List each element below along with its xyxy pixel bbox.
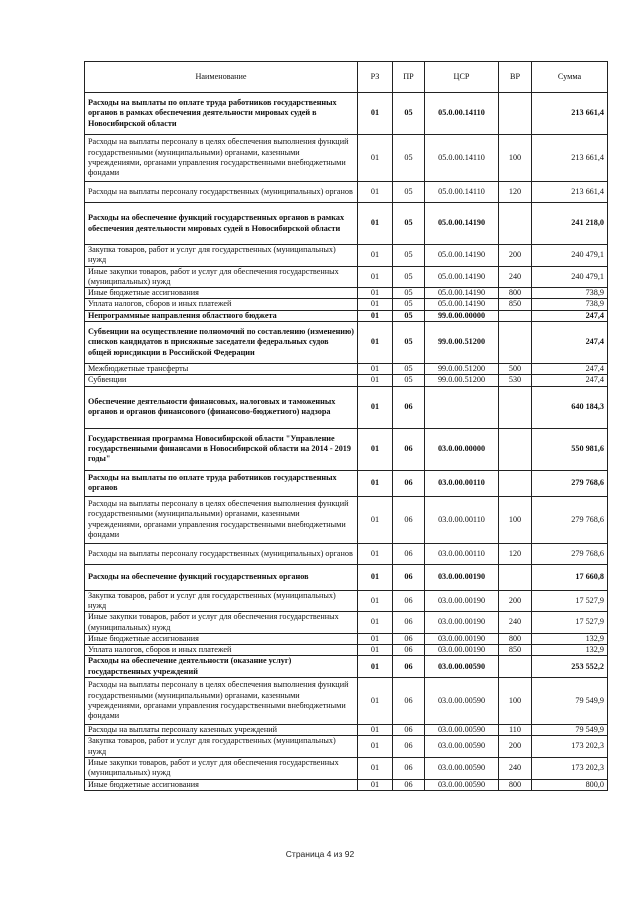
cell-vr: 200 — [499, 590, 532, 612]
cell-pr: 06 — [393, 757, 425, 779]
table-row — [85, 779, 608, 790]
table-row — [85, 736, 608, 758]
cell-pr: 06 — [393, 678, 425, 725]
table-row — [85, 633, 608, 644]
cell-sum: 132,9 — [532, 633, 608, 644]
cell-csr — [425, 386, 499, 428]
cell-csr: 03.0.00.00590 — [425, 725, 499, 736]
cell-pr: 05 — [393, 203, 425, 245]
cell-rz: 01 — [358, 428, 393, 470]
cell-sum: 550 981,6 — [532, 428, 608, 470]
table-row — [85, 245, 608, 267]
cell-sum: 247,4 — [532, 322, 608, 364]
cell-sum: 213 661,4 — [532, 182, 608, 203]
cell-rz: 01 — [358, 543, 393, 564]
cell-pr: 06 — [393, 736, 425, 758]
cell-pr: 06 — [393, 590, 425, 612]
table-row — [85, 656, 608, 678]
cell-rz: 01 — [358, 93, 393, 135]
cell-sum: 247,4 — [532, 310, 608, 321]
cell-vr: 120 — [499, 543, 532, 564]
cell-vr — [499, 428, 532, 470]
cell-csr: 99.0.00.00000 — [425, 310, 499, 321]
budget-table — [84, 61, 608, 791]
cell-name: Иные закупки товаров, работ и услуг для обеспечения государственных (муниципальных) нужд — [85, 266, 358, 288]
cell-vr — [499, 310, 532, 321]
cell-name: Иные закупки товаров, работ и услуг для обеспечения государственных (муниципальных) нужд — [85, 612, 358, 634]
column-header-name: Наименование — [85, 62, 358, 93]
cell-name: Расходы на выплаты по оплате труда работников государственных органов — [85, 470, 358, 496]
cell-sum: 17 527,9 — [532, 612, 608, 634]
cell-vr — [499, 93, 532, 135]
cell-csr: 03.0.00.00190 — [425, 590, 499, 612]
cell-pr: 06 — [393, 543, 425, 564]
cell-csr: 03.0.00.00190 — [425, 564, 499, 590]
table-row — [85, 678, 608, 725]
cell-csr: 99.0.00.51200 — [425, 322, 499, 364]
cell-rz: 01 — [358, 564, 393, 590]
cell-rz: 01 — [358, 386, 393, 428]
cell-rz: 01 — [358, 135, 393, 182]
cell-name: Расходы на выплаты персоналу в целях обеспечения выполнения функций государственными (муниципальными) органами, казенными учреждениями, органами управления государственными внебюджетными фондами — [85, 135, 358, 182]
cell-name: Расходы на обеспечение функций государственных органов в рамках обеспечения деятельности мировых судей в Новосибирской области — [85, 203, 358, 245]
table-row — [85, 322, 608, 364]
cell-sum: 279 768,6 — [532, 470, 608, 496]
cell-sum: 132,9 — [532, 645, 608, 656]
cell-pr: 06 — [393, 496, 425, 543]
table-row — [85, 645, 608, 656]
cell-rz: 01 — [358, 757, 393, 779]
cell-pr: 05 — [393, 288, 425, 299]
cell-rz: 01 — [358, 322, 393, 364]
cell-csr: 03.0.00.00590 — [425, 678, 499, 725]
table-row — [85, 203, 608, 245]
cell-rz: 01 — [358, 633, 393, 644]
cell-rz: 01 — [358, 299, 393, 310]
cell-sum: 738,9 — [532, 299, 608, 310]
cell-vr: 200 — [499, 245, 532, 267]
cell-pr: 06 — [393, 725, 425, 736]
cell-vr — [499, 564, 532, 590]
cell-vr: 100 — [499, 135, 532, 182]
cell-pr: 05 — [393, 182, 425, 203]
cell-pr: 06 — [393, 612, 425, 634]
cell-pr: 05 — [393, 310, 425, 321]
table-row — [85, 428, 608, 470]
cell-sum: 279 768,6 — [532, 496, 608, 543]
table-row — [85, 375, 608, 386]
cell-csr: 05.0.00.14190 — [425, 299, 499, 310]
cell-pr: 06 — [393, 656, 425, 678]
cell-name: Расходы на выплаты персоналу казенных учреждений — [85, 725, 358, 736]
cell-csr: 03.0.00.00110 — [425, 496, 499, 543]
cell-rz: 01 — [358, 245, 393, 267]
cell-rz: 01 — [358, 310, 393, 321]
cell-pr: 06 — [393, 645, 425, 656]
cell-vr: 800 — [499, 633, 532, 644]
cell-vr — [499, 470, 532, 496]
cell-vr: 530 — [499, 375, 532, 386]
table-row — [85, 590, 608, 612]
cell-rz: 01 — [358, 364, 393, 375]
cell-name: Обеспечение деятельности финансовых, налоговых и таможенных органов и органов финансового (финансово-бюджетного) надзора — [85, 386, 358, 428]
cell-name: Межбюджетные трансферты — [85, 364, 358, 375]
cell-vr: 110 — [499, 725, 532, 736]
cell-vr — [499, 322, 532, 364]
cell-pr: 06 — [393, 779, 425, 790]
cell-sum: 17 660,8 — [532, 564, 608, 590]
cell-vr: 100 — [499, 678, 532, 725]
cell-pr: 05 — [393, 135, 425, 182]
cell-sum: 173 202,3 — [532, 736, 608, 758]
cell-csr: 03.0.00.00190 — [425, 633, 499, 644]
cell-pr: 06 — [393, 564, 425, 590]
cell-name: Расходы на выплаты персоналу в целях обеспечения выполнения функций государственными (муниципальными) органами, казенными учреждениями, органами управления государственными внебюджетными фондами — [85, 678, 358, 725]
cell-csr: 03.0.00.00190 — [425, 645, 499, 656]
column-header-csr: ЦСР — [425, 62, 499, 93]
cell-rz: 01 — [358, 779, 393, 790]
table-row — [85, 757, 608, 779]
cell-rz: 01 — [358, 736, 393, 758]
cell-rz: 01 — [358, 470, 393, 496]
cell-csr: 99.0.00.51200 — [425, 375, 499, 386]
table-row — [85, 310, 608, 321]
cell-name: Расходы на выплаты персоналу государственных (муниципальных) органов — [85, 182, 358, 203]
cell-name: Расходы на обеспечение функций государственных органов — [85, 564, 358, 590]
cell-sum: 738,9 — [532, 288, 608, 299]
page-number: Страница 4 из 92 — [285, 849, 355, 859]
column-header-sum: Сумма — [532, 62, 608, 93]
cell-rz: 01 — [358, 645, 393, 656]
cell-sum: 79 549,9 — [532, 678, 608, 725]
cell-csr: 05.0.00.14190 — [425, 266, 499, 288]
cell-sum: 800,0 — [532, 779, 608, 790]
cell-csr: 03.0.00.00000 — [425, 428, 499, 470]
cell-csr: 05.0.00.14190 — [425, 203, 499, 245]
cell-name: Закупка товаров, работ и услуг для государственных (муниципальных) нужд — [85, 590, 358, 612]
table-row — [85, 93, 608, 135]
cell-csr: 03.0.00.00590 — [425, 779, 499, 790]
cell-pr: 05 — [393, 245, 425, 267]
cell-sum: 247,4 — [532, 364, 608, 375]
cell-rz: 01 — [358, 656, 393, 678]
column-header-pr: ПР — [393, 62, 425, 93]
table-row — [85, 364, 608, 375]
cell-vr: 100 — [499, 496, 532, 543]
cell-csr: 03.0.00.00190 — [425, 612, 499, 634]
cell-sum: 17 527,9 — [532, 590, 608, 612]
cell-pr: 05 — [393, 322, 425, 364]
cell-sum: 279 768,6 — [532, 543, 608, 564]
cell-name: Иные закупки товаров, работ и услуг для обеспечения государственных (муниципальных) нужд — [85, 757, 358, 779]
cell-vr: 240 — [499, 757, 532, 779]
cell-name: Иные бюджетные ассигнования — [85, 633, 358, 644]
cell-csr: 99.0.00.51200 — [425, 364, 499, 375]
cell-vr — [499, 386, 532, 428]
column-header-rz: РЗ — [358, 62, 393, 93]
table-row — [85, 564, 608, 590]
cell-pr: 06 — [393, 386, 425, 428]
cell-csr: 05.0.00.14110 — [425, 182, 499, 203]
cell-name: Расходы на обеспечение деятельности (оказание услуг) государственных учреждений — [85, 656, 358, 678]
cell-csr: 03.0.00.00110 — [425, 470, 499, 496]
table-row — [85, 135, 608, 182]
cell-pr: 06 — [393, 470, 425, 496]
cell-rz: 01 — [358, 266, 393, 288]
cell-rz: 01 — [358, 612, 393, 634]
column-header-vr: ВР — [499, 62, 532, 93]
cell-csr: 05.0.00.14110 — [425, 93, 499, 135]
cell-csr: 03.0.00.00590 — [425, 757, 499, 779]
cell-csr: 03.0.00.00590 — [425, 656, 499, 678]
cell-sum: 240 479,1 — [532, 245, 608, 267]
cell-sum: 173 202,3 — [532, 757, 608, 779]
cell-name: Субвенции на осуществление полномочий по составлению (изменению) списков кандидатов в присяжные заседатели федеральных судов общей юрисдикции в Российской Федерации — [85, 322, 358, 364]
cell-rz: 01 — [358, 496, 393, 543]
cell-vr: 500 — [499, 364, 532, 375]
cell-sum: 253 552,2 — [532, 656, 608, 678]
cell-pr: 05 — [393, 93, 425, 135]
cell-vr: 120 — [499, 182, 532, 203]
cell-pr: 05 — [393, 364, 425, 375]
table-row — [85, 470, 608, 496]
cell-name: Уплата налогов, сборов и иных платежей — [85, 299, 358, 310]
cell-name: Иные бюджетные ассигнования — [85, 288, 358, 299]
cell-name: Уплата налогов, сборов и иных платежей — [85, 645, 358, 656]
cell-name: Закупка товаров, работ и услуг для государственных (муниципальных) нужд — [85, 245, 358, 267]
cell-csr: 05.0.00.14190 — [425, 245, 499, 267]
cell-pr: 05 — [393, 375, 425, 386]
table-body — [85, 93, 608, 791]
cell-name: Расходы на выплаты персоналу государственных (муниципальных) органов — [85, 543, 358, 564]
cell-name: Иные бюджетные ассигнования — [85, 779, 358, 790]
cell-csr: 03.0.00.00110 — [425, 543, 499, 564]
table-row — [85, 299, 608, 310]
table-header-row — [85, 62, 608, 93]
cell-rz: 01 — [358, 203, 393, 245]
cell-vr — [499, 656, 532, 678]
cell-csr: 05.0.00.14190 — [425, 288, 499, 299]
cell-csr: 05.0.00.14110 — [425, 135, 499, 182]
cell-pr: 06 — [393, 428, 425, 470]
cell-rz: 01 — [358, 590, 393, 612]
cell-pr: 06 — [393, 633, 425, 644]
cell-vr: 200 — [499, 736, 532, 758]
cell-vr: 800 — [499, 779, 532, 790]
cell-sum: 240 479,1 — [532, 266, 608, 288]
cell-vr: 800 — [499, 288, 532, 299]
table-row — [85, 288, 608, 299]
cell-rz: 01 — [358, 288, 393, 299]
cell-sum: 213 661,4 — [532, 93, 608, 135]
cell-pr: 05 — [393, 299, 425, 310]
cell-rz: 01 — [358, 678, 393, 725]
table-row — [85, 496, 608, 543]
cell-sum: 241 218,0 — [532, 203, 608, 245]
cell-pr: 05 — [393, 266, 425, 288]
cell-name: Расходы на выплаты по оплате труда работников государственных органов в рамках обеспечения деятельности мировых судей в Новосибирской области — [85, 93, 358, 135]
table-row — [85, 266, 608, 288]
cell-name: Закупка товаров, работ и услуг для государственных (муниципальных) нужд — [85, 736, 358, 758]
cell-sum: 247,4 — [532, 375, 608, 386]
cell-vr: 240 — [499, 612, 532, 634]
table-row — [85, 386, 608, 428]
cell-sum: 79 549,9 — [532, 725, 608, 736]
cell-rz: 01 — [358, 375, 393, 386]
cell-vr: 850 — [499, 645, 532, 656]
cell-name: Субвенции — [85, 375, 358, 386]
table-row — [85, 543, 608, 564]
cell-vr — [499, 203, 532, 245]
cell-csr: 03.0.00.00590 — [425, 736, 499, 758]
cell-rz: 01 — [358, 182, 393, 203]
cell-name: Расходы на выплаты персоналу в целях обеспечения выполнения функций государственными (муниципальными) органами, казенными учреждениями, органами управления государственными внебюджетными фондами — [85, 496, 358, 543]
cell-rz: 01 — [358, 725, 393, 736]
table-row — [85, 725, 608, 736]
cell-name: Непрограммные направления областного бюджета — [85, 310, 358, 321]
table-row — [85, 182, 608, 203]
cell-sum: 213 661,4 — [532, 135, 608, 182]
cell-vr: 850 — [499, 299, 532, 310]
cell-vr: 240 — [499, 266, 532, 288]
cell-name: Государственная программа Новосибирской области "Управление государственными финансами в Новосибирской области на 2014 - 2019 годы" — [85, 428, 358, 470]
cell-sum: 640 184,3 — [532, 386, 608, 428]
table-row — [85, 612, 608, 634]
